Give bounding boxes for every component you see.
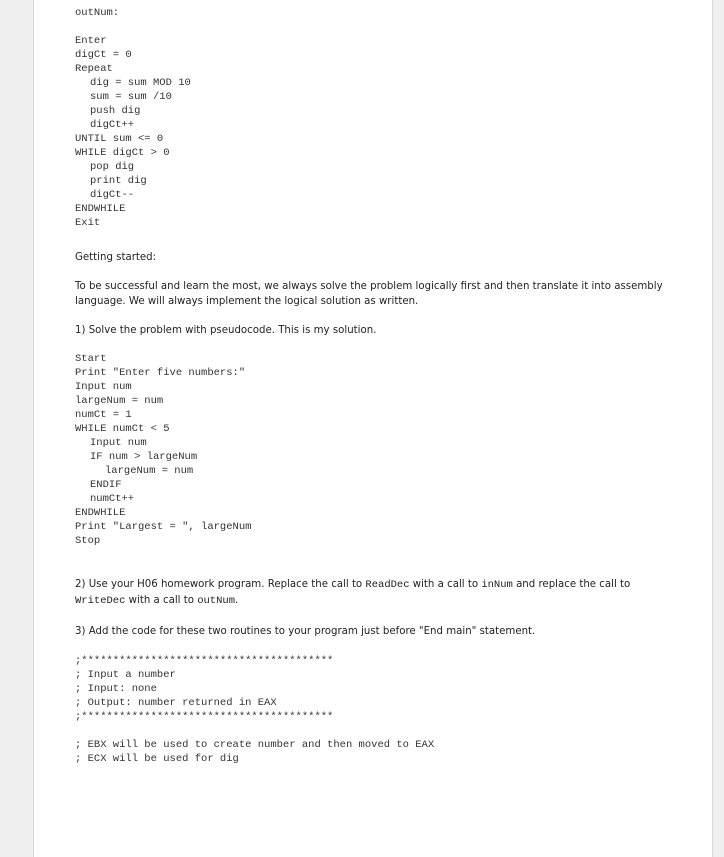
writedec-code: WriteDec bbox=[75, 595, 126, 607]
step-2-text: and replace the call to bbox=[512, 579, 631, 590]
register-notes bbox=[75, 738, 675, 766]
comment-line: ;**************************************** bbox=[75, 655, 334, 667]
code-line: ENDWHILE bbox=[75, 507, 126, 519]
step-2-instruction bbox=[75, 577, 675, 609]
code-line: Input num bbox=[75, 381, 132, 393]
step-2-text: with a call to bbox=[409, 579, 482, 590]
code-line: Print "Enter five numbers:" bbox=[75, 367, 246, 379]
code-line: push dig bbox=[90, 105, 141, 117]
routine-comment-block bbox=[75, 654, 675, 724]
innum-code: inNum bbox=[481, 579, 513, 591]
outnum-pseudocode bbox=[75, 34, 675, 230]
code-line: Input num bbox=[90, 437, 147, 449]
comment-line: ; Output: number returned in EAX bbox=[75, 697, 277, 709]
code-line: print dig bbox=[90, 175, 147, 187]
code-line: WHILE digCt > 0 bbox=[75, 147, 170, 159]
comment-line: ; Input: none bbox=[75, 683, 157, 695]
step-2-text: . bbox=[235, 595, 239, 606]
code-line: IF num > largeNum bbox=[90, 451, 198, 463]
getting-started-heading: Getting started: bbox=[75, 252, 157, 263]
comment-line: ; EBX will be used to create number and then moved to EAX bbox=[75, 739, 435, 751]
document-content bbox=[75, 6, 675, 766]
code-line: WHILE numCt < 5 bbox=[75, 423, 170, 435]
code-line: UNTIL sum <= 0 bbox=[75, 133, 164, 145]
comment-line: ; ECX will be used for dig bbox=[75, 753, 239, 765]
step-1-instruction: 1) Solve the problem with pseudocode. This is my solution. bbox=[75, 325, 377, 336]
code-line: Enter bbox=[75, 35, 107, 47]
code-line: dig = sum MOD 10 bbox=[90, 77, 191, 89]
code-line: Stop bbox=[75, 535, 101, 547]
solution-pseudocode bbox=[75, 352, 675, 548]
readdec-code: ReadDec bbox=[365, 579, 410, 591]
code-line: largeNum = num bbox=[105, 465, 194, 477]
code-line: ENDWHILE bbox=[75, 203, 126, 215]
code-line: numCt++ bbox=[90, 493, 135, 505]
code-line: Print "Largest = ", largeNum bbox=[75, 521, 252, 533]
document-page bbox=[33, 0, 713, 857]
intro-paragraph: To be successful and learn the most, we always solve the problem logically first and then translate it into assembly language. We will always implement the logical solution as written. bbox=[75, 281, 663, 307]
comment-line: ;**************************************** bbox=[75, 711, 334, 723]
code-line: sum = sum /10 bbox=[90, 91, 172, 103]
code-line: Repeat bbox=[75, 63, 113, 75]
step-2-text: 2) Use your H06 homework program. Replace the call to bbox=[75, 579, 366, 590]
code-line: Start bbox=[75, 353, 107, 365]
code-line: largeNum = num bbox=[75, 395, 164, 407]
outnum-heading: outNum: bbox=[75, 7, 120, 19]
outnum-code: outNum bbox=[197, 595, 236, 607]
code-line: digCt-- bbox=[90, 189, 135, 201]
code-line: numCt = 1 bbox=[75, 409, 132, 421]
step-2-text: with a call to bbox=[125, 595, 198, 606]
code-line: pop dig bbox=[90, 161, 135, 173]
code-line: digCt++ bbox=[90, 119, 135, 131]
code-line: Exit bbox=[75, 217, 101, 229]
code-line: ENDIF bbox=[90, 479, 122, 491]
code-line: digCt = 0 bbox=[75, 49, 132, 61]
comment-line: ; Input a number bbox=[75, 669, 176, 681]
step-3-instruction: 3) Add the code for these two routines to your program just before "End main" statement. bbox=[75, 626, 536, 637]
